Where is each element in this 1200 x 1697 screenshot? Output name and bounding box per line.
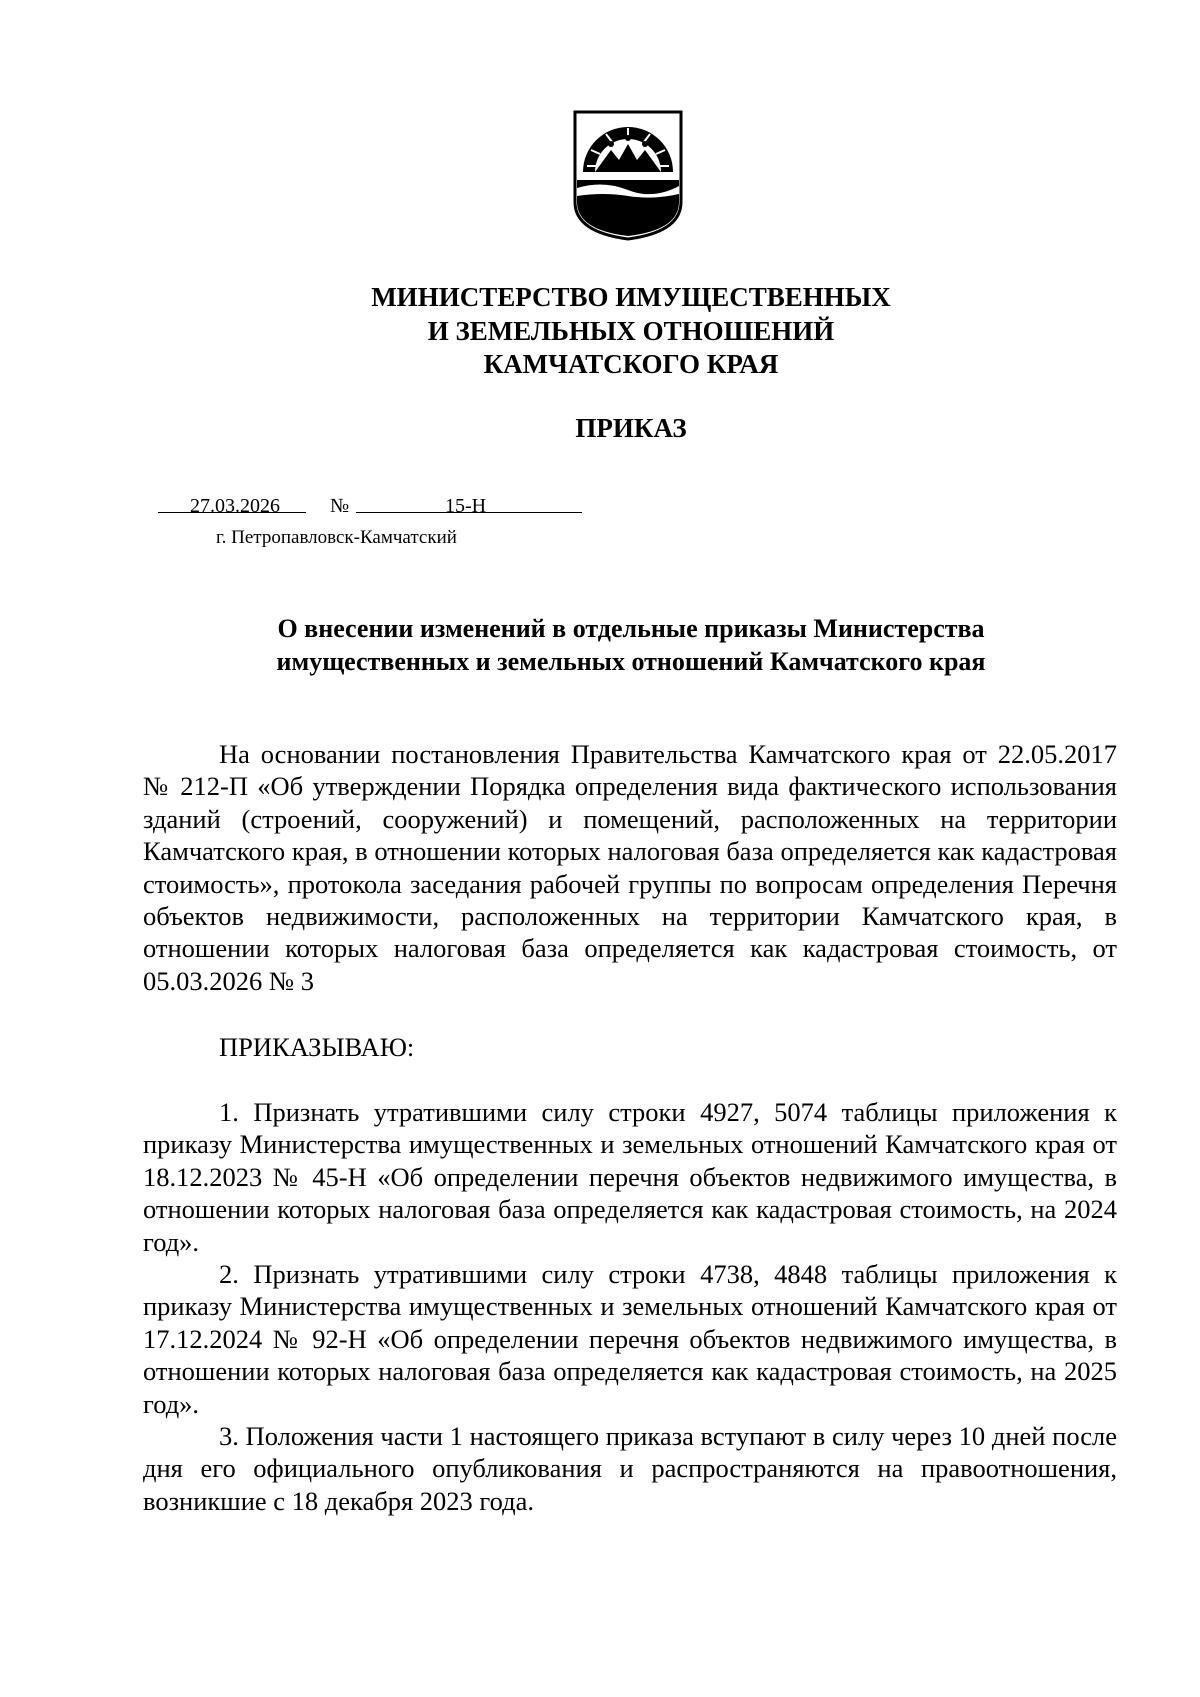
document-type: ПРИКАЗ	[575, 413, 687, 443]
order-date: 27.03.2026	[190, 495, 280, 517]
ministry-name-line3: КАМЧАТСКОГО КРАЯ	[483, 349, 779, 379]
number-underline	[356, 512, 582, 513]
order-number: 15-Н	[445, 495, 487, 517]
order-item: 1. Признать утратившими силу строки 4927, 5074 таблицы приложения к приказу Министерства имущественных и земельных отношений Камчатского края от 18.12.2023 № 45-Н «Об определении перечня объектов недвижимого имущества, в отношении которых налоговая база определяется как кадастровая стоимость, на 2024 год».	[143, 1097, 1117, 1257]
number-sign: №	[330, 495, 350, 517]
order-item: 3. Положения части 1 настоящего приказа вступают в силу через 10 дней после дня его официального опубликования и распространяются на правоотношения, возникшие с 18 декабря 2023 года.	[143, 1421, 1117, 1516]
order-word: ПРИКАЗЫВАЮ:	[219, 1032, 415, 1062]
ministry-name	[0, 281, 1200, 382]
order-items	[143, 1096, 1117, 1517]
date-underline	[158, 512, 306, 513]
order-subject-line2: имущественных и земельных отношений Камчатского края	[276, 647, 986, 676]
order-item: 2. Признать утратившими силу строки 4738, 4848 таблицы приложения к приказу Министерства имущественных и земельных отношений Камчатского края от 17.12.2024 № 92-Н «Об определении перечня объектов недвижимого имущества, в отношении которых налоговая база определяется как кадастровая стоимость, на 2025 год».	[143, 1259, 1117, 1419]
coat-of-arms-icon	[573, 110, 683, 241]
ministry-name-line1: МИНИСТЕРСТВО ИМУЩЕСТВЕННЫХ	[371, 282, 891, 312]
order-city: г. Петропавловск-Камчатский	[216, 527, 457, 548]
ministry-name-line2: И ЗЕМЕЛЬНЫХ ОТНОШЕНИЙ	[427, 315, 835, 346]
order-subject-line1: О внесении изменений в отдельные приказы Министерства	[277, 614, 985, 643]
preamble-paragraph: На основании постановления Правительства Камчатского края от 22.05.2017 № 212-П «Об утверждении Порядка определения вида фактического использования зданий (строений, сооружений) и помещений, расположенных на территории Камчатского края, в отношении которых налоговая база определяется как кадастровая стоимость», протокола заседания рабочей группы по вопросам определения Перечня объектов недвижимости, расположенных на территории Камчатского края, в отношении которых налоговая база определяется как кадастровая стоимость, от 05.03.2026 № 3	[143, 739, 1117, 996]
order-subject	[160, 612, 1102, 678]
